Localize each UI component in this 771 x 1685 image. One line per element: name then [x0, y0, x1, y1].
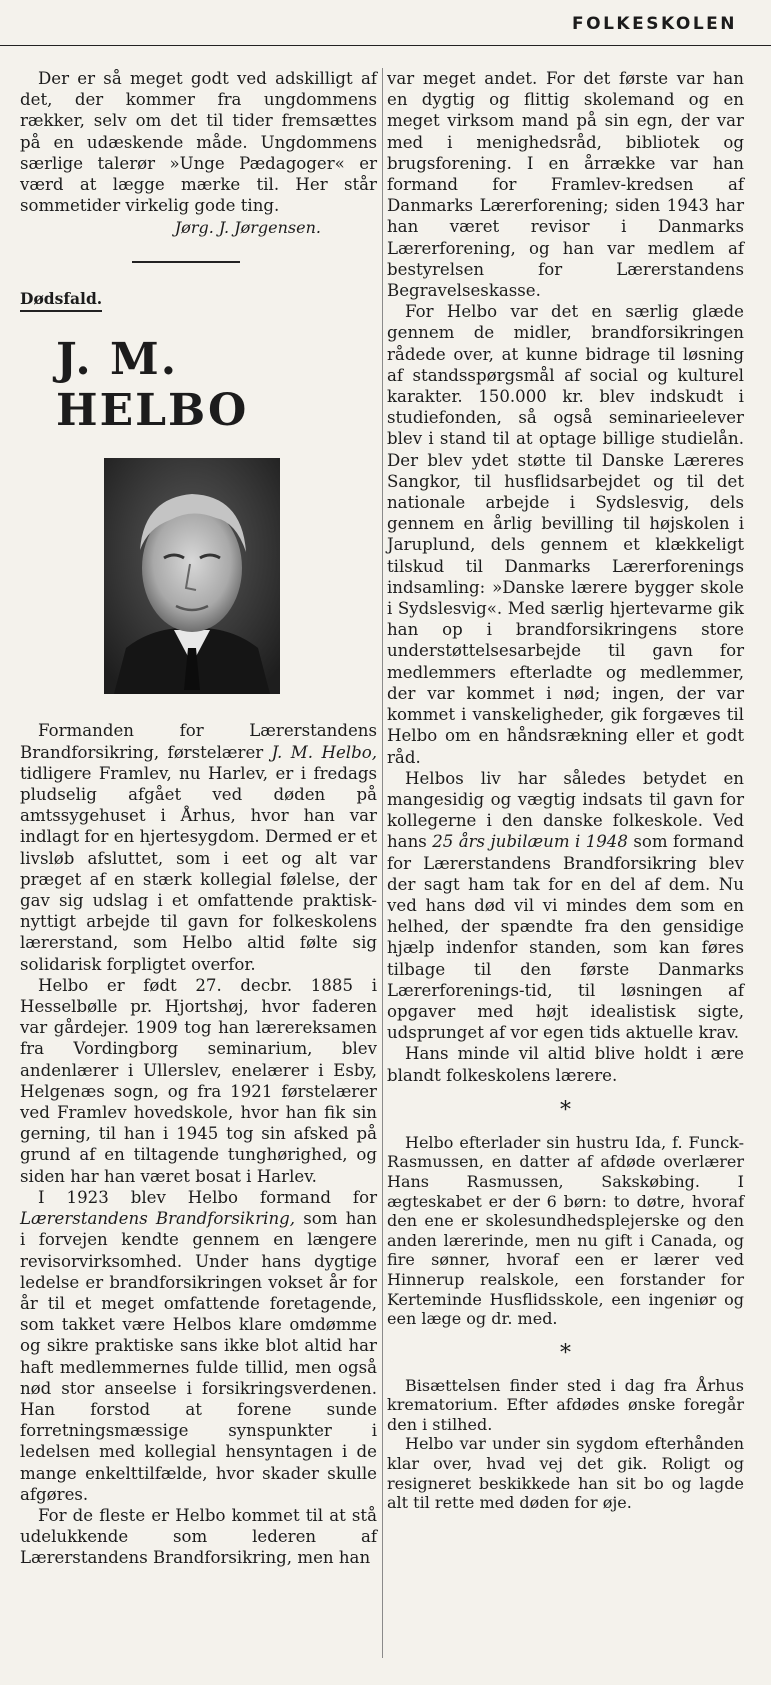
- header-rule: [0, 45, 771, 46]
- obituary-paragraph-4: For de fleste er Helbo kommet til at stå udelukkende som lederen af Lærerstandens Brandforsikring, men han: [20, 1505, 377, 1568]
- funeral-paragraph: Bisættelsen finder sted i dag fra Århus krematorium. Efter afdødes ønske foregår den i stilhed.: [387, 1375, 744, 1434]
- column-divider: [382, 68, 383, 1658]
- intro-paragraph: Der er så meget godt ved adskilligt af det, der kommer fra ungdommens rækker, selv om det til tider fremsættes på en udæskende måde. Ungdommens særlige talerør »Unge Pædagoger« er værd at lægge mærke til. Her står sommetider virkelig gode ting.: [20, 69, 377, 216]
- family-paragraph: Helbo efterlader sin hustru Ida, f. Funck-Rasmussen, en datter af afdøde overlærer Hans Rasmussen, Sakskøbing. I ægteskabet er der 6 børn: to døtre, hvoraf den ene er skolesundhedsplejerske og den anden lærerinde, men nu gift i Canada, og fire sønner, hvoraf een er lærer ved Hinnerup realskole, een forstander for Kerteminde Husflidsskole, een ingeniør og een læge og dr. med.: [387, 1132, 744, 1329]
- final-paragraph: Helbo var under sin sygdom efterhånden klar over, hvad vej det gik. Roligt og resigneret beskikkede han sit bo og lagde alt til rette med døden for øje.: [387, 1434, 744, 1513]
- left-column: [20, 68, 377, 1569]
- running-head: FOLKESKOLEN: [572, 14, 737, 34]
- obituary-paragraph-8: Hans minde vil altid blive holdt i ære blandt folkeskolens lærere.: [387, 1044, 744, 1085]
- obituary-paragraph-3: I 1923 blev Helbo formand for Lærerstandens Brandforsikring, som han i forvejen kendte gennem en længere revisorvirksomhed. Under hans dygtige ledelse er brandforsikringen vokset år for år til et meget omfattende foretagende, som takket være Helbos klare omdømme og sikre praktiske sans ikke blot altid har haft medlemmernes fulde tillid, men også nød stor anseelse i forsikringsverdenen. Han forstod at forene sunde forretningsmæssige synspunkter i ledelsen med kollegial hensyntagen i de mange enkelttilfælde, hvor skader skulle afgøres.: [20, 1187, 377, 1504]
- obituary-paragraph-6: For Helbo var det en særlig glæde gennem de midler, brandforsikringen rådede over, at kunne bidrage til løsning af standsspørgsmål af social og kulturel karakter. 150.000 kr. blev indskudt i studiefonden, så også seminarieelever blev i stand til at optage billige studielån. Der blev ydet støtte til Danske Læreres Sangkor, til husflidsarbejdet og til det nationale arbejde i Sydslesvig, dels gennem en årlig bevilling til højskolen i Jaruplund, dels gennem et klækkeligt tilskud til Danmarks Lærerforenings indsamling: »Danske lærere bygger skole i Sydslesvig«. Med særlig hjertevarme gik han op i brandforsikringens store understøttelsesarbejde til gavn for medlemmers efterladte og medlemmer, der var kommet i nød; ingen, der var kommet i vanskeligheder, gik forgæves til Helbo om en håndsrækning eller et godt råd.: [387, 302, 744, 767]
- portrait-photo: [104, 458, 280, 694]
- obituary-paragraph-2: Helbo er født 27. decbr. 1885 i Hesselbølle pr. Hjortshøj, hvor faderen var gårdejer. 1909 tog han lærereksamen fra Vordingborg seminarium, blev andenlærer i Ullerslev, enelærer i Esby, Helgenæs sogn, og fra 1921 førstelærer ved Framlev hovedskole, hvor han fik sin gerning, til han i 1945 tog sin afsked på grund af en tiltagende tunghørighed, og siden har han været bosat i Harlev.: [20, 975, 377, 1186]
- section-label: Dødsfald.: [20, 289, 102, 312]
- obituary-paragraph-7: Helbos liv har således betydet en mangesidig og vægtig indsats til gavn for kollegerne i den danske folkeskole. Ved hans 25 års jubilæum i 1948 som formand for Lærerstandens Brandforsikring blev der sagt ham tak for en del af dem. Nu ved hans død vil vi mindes dem som en helhed, der spændte fra den gensidige hjælp indenfor standen, som kan føres tilbage til den første Danmarks Lærerforenings-tid, til løsningen af opgaver med højt idealistisk sigte, udsprunget af vor egen tids aktuelle krav.: [387, 768, 745, 1043]
- obituary-paragraph-5: var meget andet. For det første var han en dygtig og flittig skolemand og en meget virksom mand på sin egn, der var med i menighedsråd, bibliotek og brugsforening. I en årrække var han formand for Framlev-kredsen af Danmarks Lærerforening; siden 1943 har han været revisor i Danmarks Lærerforening, og han var medlem af bestyrelsen for Lærerstandens Begravelseskasse.: [387, 69, 744, 301]
- section-star: *: [560, 1340, 571, 1366]
- section-separator: [132, 261, 240, 263]
- obituary-paragraph-1: Formanden for Lærerstandens Brandforsikring, førstelærer J. M. Helbo, tidligere Framlev, nu Harlev, er i fredags pludselig afgået ved døden på amtssygehuset i Århus, hvor han var indlagt for en hjertesygdom. Dermed er et livsløb afsluttet, som i eet og alt var præget af en stærk kollegial følelse, der gav sig udslag i et omfattende praktisk-nyttigt arbejde til gavn for folkeskolens lærerstand, som Helbo altid følte sig solidarisk forpligtet overfor.: [20, 721, 378, 974]
- signature: Jørg. J. Jørgensen.: [174, 218, 321, 238]
- section-star: *: [560, 1097, 571, 1123]
- page-header: [0, 0, 771, 48]
- right-column: [387, 68, 744, 1513]
- funeral-block: [387, 1376, 744, 1513]
- family-block: [387, 1133, 744, 1329]
- obituary-title: J. M. HELBO: [56, 334, 249, 437]
